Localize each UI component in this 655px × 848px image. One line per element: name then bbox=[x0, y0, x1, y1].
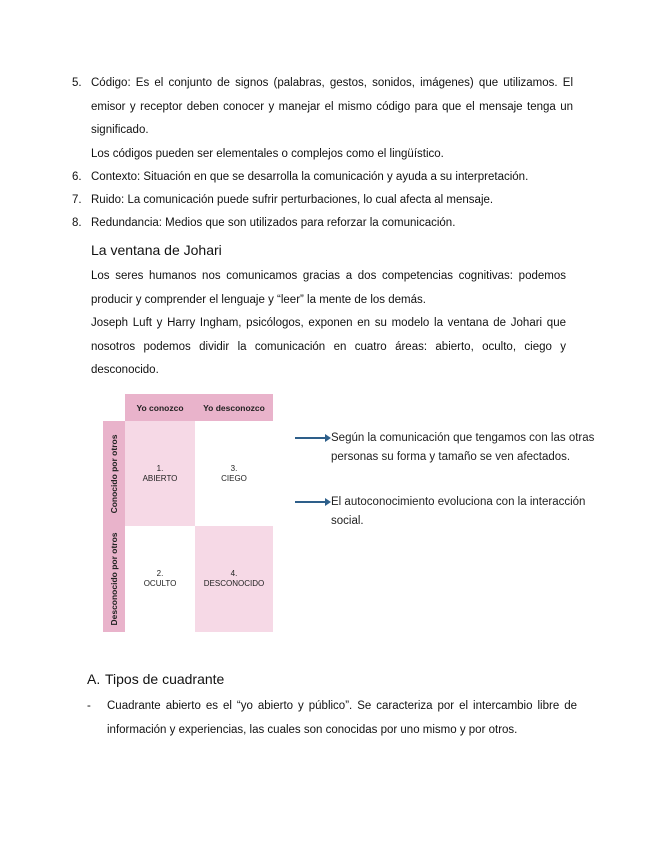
quadrant-oculto bbox=[125, 526, 195, 632]
list-term: Código: bbox=[91, 77, 131, 89]
list-text: Medios que son utilizados para reforzar la comunicación. bbox=[161, 217, 456, 229]
list-term: Redundancia: bbox=[91, 217, 162, 229]
section-title: La ventana de Johari bbox=[91, 242, 222, 258]
quadrant-label: OCULTO bbox=[143, 579, 177, 588]
quadrant-number: 1. bbox=[156, 463, 164, 473]
arrow-right-icon bbox=[295, 437, 329, 439]
row-header-label: Desconocido por otros bbox=[109, 532, 119, 626]
quadrant-number: 2. bbox=[156, 569, 164, 578]
quadrant-desconocido bbox=[195, 526, 273, 632]
subsection-heading bbox=[87, 667, 224, 691]
quadrant-number: 4. bbox=[230, 569, 238, 578]
paragraph-johari-model: Joseph Luft y Harry Ingham, psicólogos, exponen en su modelo la ventana de Johari que nosotros podemos dividir la comunicación en cuatro áreas: abierto, oculto, ciego y desconocido. bbox=[91, 317, 566, 376]
quadrant-label: ABIERTO bbox=[142, 473, 178, 483]
quadrant-label: CIEGO bbox=[221, 473, 247, 483]
list-item-codigo bbox=[72, 72, 573, 136]
list-item-contexto bbox=[72, 166, 572, 190]
list-number: 8. bbox=[72, 217, 82, 229]
list-text: Es el conjunto de signos (palabras, gestos, sonidos, imágenes) que utilizamos. El emisor y receptor deben conocer y manejar el mismo código para que el mensaje tenga un significado. bbox=[91, 77, 573, 136]
codigo-extra: Los códigos pueden ser elementales o complejos como el lingüístico. bbox=[91, 148, 444, 160]
paragraph-competencias: Los seres humanos nos comunicamos gracias a dos competencias cognitivas: podemos producir y comprender el lenguaje y “leer” la mente de los demás. bbox=[91, 270, 566, 306]
row-header-conocido bbox=[103, 421, 125, 526]
col-header-yo-desconozco: Yo desconozco bbox=[195, 394, 273, 421]
list-text: Situación en que se desarrolla la comunicación y ayuda a su interpretación. bbox=[140, 171, 529, 183]
list-item-body bbox=[91, 166, 573, 190]
list-term: Contexto: bbox=[91, 171, 141, 183]
list-text: La comunicación puede sufrir perturbaciones, lo cual afecta al mensaje. bbox=[124, 194, 494, 206]
row-header-desconocido bbox=[103, 526, 125, 632]
row-header-label: Conocido por otros bbox=[109, 434, 119, 513]
quadrant-label: DESCONOCIDO bbox=[203, 579, 265, 588]
list-number: 5. bbox=[72, 77, 82, 89]
subsection-number: A. bbox=[87, 671, 101, 687]
list-item-redundancia bbox=[72, 212, 572, 236]
list-term: Ruido: bbox=[91, 194, 125, 206]
list-item-body bbox=[91, 72, 573, 143]
subsection-title: Tipos de cuadrante bbox=[105, 671, 225, 687]
quadrant-number: 3. bbox=[230, 463, 238, 473]
quadrant-ciego bbox=[195, 421, 273, 526]
list-number: 7. bbox=[72, 194, 82, 206]
note-autoconocimiento: El autoconocimiento evoluciona con la interacción social. bbox=[331, 496, 586, 527]
list-item-body bbox=[91, 189, 573, 213]
list-number: 6. bbox=[72, 171, 82, 183]
note-forma-tamano: Según la comunicación que tengamos con las otras personas su forma y tamaño se ven afectados. bbox=[331, 432, 595, 463]
list-item-ruido bbox=[72, 189, 572, 213]
arrow-right-icon bbox=[295, 501, 329, 503]
quadrant-abierto bbox=[125, 421, 195, 526]
bullet-dash: - bbox=[87, 700, 91, 712]
list-item-body bbox=[91, 212, 573, 236]
johari-window-figure bbox=[103, 394, 273, 632]
col-header-yo-conozco: Yo conozco bbox=[125, 394, 195, 421]
bullet-text: Cuadrante abierto es el “yo abierto y público”. Se caracteriza por el intercambio libre de información y experiencias, las cuales son conocidas por uno mismo y por otros. bbox=[107, 700, 577, 736]
